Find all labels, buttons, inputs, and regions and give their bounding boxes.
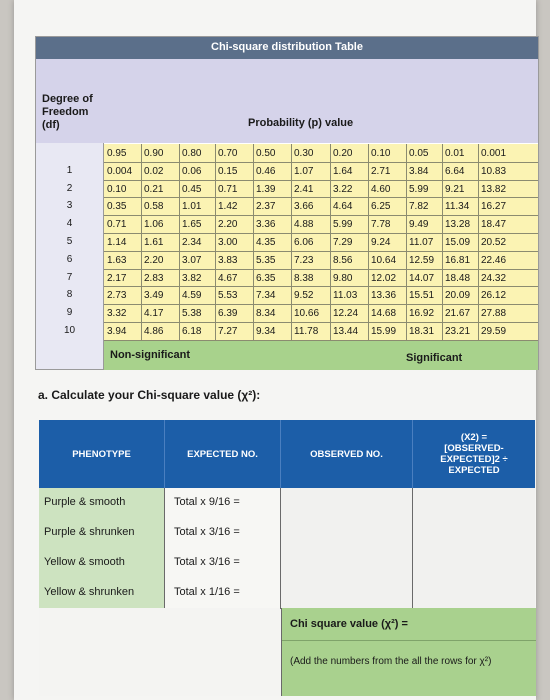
chi-value-cell: 2.73: [107, 290, 127, 302]
chi-square-total-label: Chi square value (χ²) =: [290, 618, 408, 630]
table-row: [39, 488, 535, 519]
chi-value-cell: 4.67: [218, 272, 238, 284]
df-number: 1: [66, 164, 73, 176]
chi-value-cell: 12.02: [371, 272, 397, 284]
chi-value-cell: 8.38: [294, 272, 314, 284]
chi-component-cell[interactable]: [413, 488, 535, 518]
chi-value-cell: 16.27: [481, 201, 507, 213]
df-column: [36, 143, 104, 369]
header-expected: EXPECTED NO.: [187, 448, 258, 460]
chi-square-total-box[interactable]: [281, 608, 536, 696]
chi-value-cell: 7.23: [294, 254, 314, 266]
df-label: Degree of Freedom (df): [42, 93, 93, 131]
chi-value-cell: 14.68: [371, 308, 397, 320]
chi-value-cell: 5.38: [182, 308, 202, 320]
question-heading: a. Calculate your Chi-square value (χ²):: [38, 388, 261, 402]
chi-square-total-note: (Add the numbers from the all the rows for χ²): [290, 656, 492, 667]
chi-value-cell: 2.20: [144, 254, 164, 266]
chi-value-cell: 3.32: [107, 308, 127, 320]
p-value-header: 0.30: [294, 148, 314, 159]
chi-value-cell: 2.83: [144, 272, 164, 284]
chi-value-cell: 1.39: [256, 183, 276, 195]
table-row: [39, 548, 535, 579]
observed-input-cell[interactable]: [281, 518, 413, 548]
p-value-header: 0.70: [218, 148, 238, 159]
phenotype-cell: Purple & shrunken: [44, 526, 135, 538]
chi-value-cell: 10.83: [481, 165, 507, 177]
significance-bar: [104, 340, 538, 370]
chi-value-cell: 11.03: [333, 290, 358, 302]
chi-value-cell: 1.42: [218, 201, 238, 213]
df-number: 2: [66, 182, 73, 194]
chi-value-cell: 6.18: [182, 326, 202, 337]
chi-value-cell: 9.49: [409, 219, 429, 231]
chi-value-cell: 18.48: [445, 272, 471, 284]
df-number: 7: [66, 271, 73, 283]
chi-value-cell: 13.36: [371, 290, 397, 302]
chi-value-cell: 5.35: [256, 254, 276, 266]
chi-value-cell: 0.46: [256, 165, 276, 177]
df-number: 8: [66, 289, 73, 301]
chi-value-cell: 1.07: [294, 165, 314, 177]
chi-value-cell: 6.25: [371, 201, 391, 213]
chi-value-cell: 3.66: [294, 201, 314, 213]
chi-value-cell: 20.52: [481, 237, 507, 248]
chi-value-cell: 4.88: [294, 219, 314, 231]
table-row: [39, 518, 535, 549]
chi-square-table: [35, 36, 539, 370]
chi-value-cell: 23.21: [445, 326, 471, 337]
chi-value-cell: 2.71: [371, 165, 391, 177]
df-number: 10: [63, 325, 76, 336]
chi-value-cell: 0.35: [107, 201, 127, 213]
chi-value-cell: 2.17: [107, 272, 127, 284]
chi-value-cell: 11.78: [294, 326, 319, 337]
chi-value-cell: 26.12: [481, 290, 507, 302]
chi-value-cell: 4.35: [256, 237, 276, 248]
chi-value-cell: 15.09: [445, 237, 471, 248]
chi-value-cell: 6.39: [218, 308, 238, 320]
chi-value-cell: 27.88: [481, 308, 507, 320]
phenotype-table-header: [39, 420, 535, 488]
chi-value-cell: 0.15: [218, 165, 238, 177]
expected-cell: Total x 9/16 =: [174, 496, 240, 508]
table-row: [39, 578, 535, 609]
chi-value-cell: 0.10: [107, 183, 127, 195]
expected-cell: Total x 3/16 =: [174, 526, 240, 538]
chi-value-cell: 1.64: [333, 165, 353, 177]
p-value-header: 0.001: [481, 148, 507, 159]
chi-value-cell: 9.52: [294, 290, 314, 302]
chi-value-cell: 4.17: [144, 308, 164, 320]
chi-component-cell[interactable]: [413, 578, 535, 608]
p-value-header: 0.80: [182, 148, 202, 159]
header-observed: OBSERVED NO.: [310, 448, 383, 460]
chi-value-cell: 7.29: [333, 237, 353, 248]
chi-value-cell: 3.94: [107, 326, 127, 337]
df-number: 9: [66, 307, 73, 319]
chi-value-cell: 0.21: [144, 183, 164, 195]
chi-value-cell: 21.67: [445, 308, 471, 320]
chi-value-cell: 7.34: [256, 290, 276, 302]
df-number: 6: [66, 253, 73, 265]
chi-value-cell: 9.80: [333, 272, 353, 284]
chi-value-cell: 6.64: [445, 165, 465, 177]
chi-value-cell: 3.36: [256, 219, 276, 231]
chi-value-cell: 4.86: [144, 326, 164, 337]
phenotype-table: [39, 420, 535, 696]
chi-value-cell: 0.71: [107, 219, 127, 231]
chi-value-cell: 1.61: [144, 237, 164, 248]
chi-table-header: [36, 59, 538, 143]
chi-value-grid: [104, 144, 538, 340]
chi-value-cell: 1.06: [144, 219, 164, 231]
non-significant-label: Non-significant: [110, 349, 191, 361]
chi-value-cell: 3.00: [218, 237, 238, 248]
chi-value-cell: 13.28: [445, 219, 471, 231]
chi-value-cell: 4.59: [182, 290, 202, 302]
chi-value-cell: 18.47: [481, 219, 507, 231]
chi-value-cell: 1.65: [182, 219, 202, 231]
chi-value-cell: 24.32: [481, 272, 507, 284]
chi-value-cell: 3.49: [144, 290, 164, 302]
chi-value-cell: 0.71: [218, 183, 238, 195]
chi-component-cell[interactable]: [413, 518, 535, 548]
chi-table-title: Chi-square distribution Table: [211, 41, 363, 53]
chi-value-cell: 5.53: [218, 290, 238, 302]
chi-value-cell: 2.37: [256, 201, 276, 213]
chi-value-cell: 9.21: [445, 183, 465, 195]
chi-value-cell: 0.06: [182, 165, 202, 177]
header-phenotype: PHENOTYPE: [72, 448, 131, 460]
chi-value-cell: 12.24: [333, 308, 359, 320]
chi-value-cell: 15.51: [409, 290, 435, 302]
p-value-header: 0.01: [445, 148, 465, 159]
chi-value-cell: 3.22: [333, 183, 353, 195]
chi-table-title-bar: [36, 37, 538, 60]
chi-value-cell: 0.004: [107, 165, 133, 177]
significant-label: Significant: [406, 352, 463, 364]
chi-value-cell: 7.27: [218, 326, 238, 337]
expected-cell: Total x 3/16 =: [174, 556, 240, 568]
chi-value-cell: 5.99: [333, 219, 353, 231]
chi-value-cell: 9.34: [256, 326, 276, 337]
df-number: 3: [66, 200, 73, 212]
chi-value-cell: 5.99: [409, 183, 429, 195]
p-value-header: 0.90: [144, 148, 164, 159]
chi-component-cell[interactable]: [413, 548, 535, 578]
phenotype-cell: Purple & smooth: [44, 496, 126, 508]
chi-value-cell: 14.07: [409, 272, 435, 284]
expected-cell: Total x 1/16 =: [174, 586, 240, 598]
chi-value-cell: 6.35: [256, 272, 276, 284]
df-number: 4: [66, 218, 73, 230]
chi-value-cell: 11.07: [409, 237, 434, 248]
chi-value-cell: 4.60: [371, 183, 391, 195]
chi-value-cell: 7.78: [371, 219, 391, 231]
observed-input-cell[interactable]: [281, 488, 413, 518]
chi-value-cell: 1.63: [107, 254, 127, 266]
p-value-header: 0.10: [371, 148, 391, 159]
chi-value-cell: 8.34: [256, 308, 276, 320]
chi-value-cell: 2.20: [218, 219, 238, 231]
df-number: 5: [66, 236, 73, 247]
observed-input-cell[interactable]: [281, 548, 413, 578]
phenotype-cell: Yellow & shrunken: [44, 586, 135, 598]
p-value-header: 0.50: [256, 148, 276, 159]
chi-value-cell: 3.83: [218, 254, 238, 266]
chi-value-cell: 15.99: [371, 326, 397, 337]
chi-value-cell: 0.58: [144, 201, 164, 213]
chi-value-cell: 16.92: [409, 308, 435, 320]
chi-value-cell: 1.14: [107, 237, 127, 248]
chi-value-cell: 29.59: [481, 326, 507, 337]
chi-value-cell: 10.64: [371, 254, 397, 266]
chi-value-cell: 0.02: [144, 165, 164, 177]
chi-value-cell: 3.82: [182, 272, 202, 284]
chi-value-cell: 12.59: [409, 254, 435, 266]
chi-value-cell: 9.24: [371, 237, 391, 248]
chi-value-cell: 11.34: [445, 201, 470, 213]
p-value-header: 0.95: [107, 148, 127, 159]
chi-value-cell: 3.84: [409, 165, 429, 177]
chi-value-cell: 3.07: [182, 254, 202, 266]
chi-value-cell: 18.31: [409, 326, 435, 337]
chi-value-cell: 7.82: [409, 201, 429, 213]
observed-input-cell[interactable]: [281, 578, 413, 608]
chi-value-cell: 2.34: [182, 237, 202, 248]
chi-value-cell: 0.45: [182, 183, 202, 195]
worksheet-page: [14, 0, 536, 700]
chi-value-cell: 13.82: [481, 183, 507, 195]
probability-label: Probability (p) value: [248, 117, 354, 129]
chi-value-cell: 13.44: [333, 326, 359, 337]
chi-value-cell: 1.01: [182, 201, 202, 213]
p-value-header: 0.05: [409, 148, 429, 159]
chi-value-cell: 4.64: [333, 201, 353, 213]
chi-value-cell: 16.81: [445, 254, 471, 266]
phenotype-cell: Yellow & smooth: [44, 556, 125, 568]
chi-value-cell: 20.09: [445, 290, 471, 302]
chi-value-cell: 8.56: [333, 254, 353, 266]
chi-value-cell: 10.66: [294, 308, 320, 320]
chi-value-cell: 6.06: [294, 237, 314, 248]
header-formula: (X2) = [OBSERVED- EXPECTED]2 ÷ EXPECTED: [440, 432, 508, 476]
p-value-header: 0.20: [333, 148, 353, 159]
chi-value-cell: 2.41: [294, 183, 314, 195]
chi-value-cell: 22.46: [481, 254, 507, 266]
